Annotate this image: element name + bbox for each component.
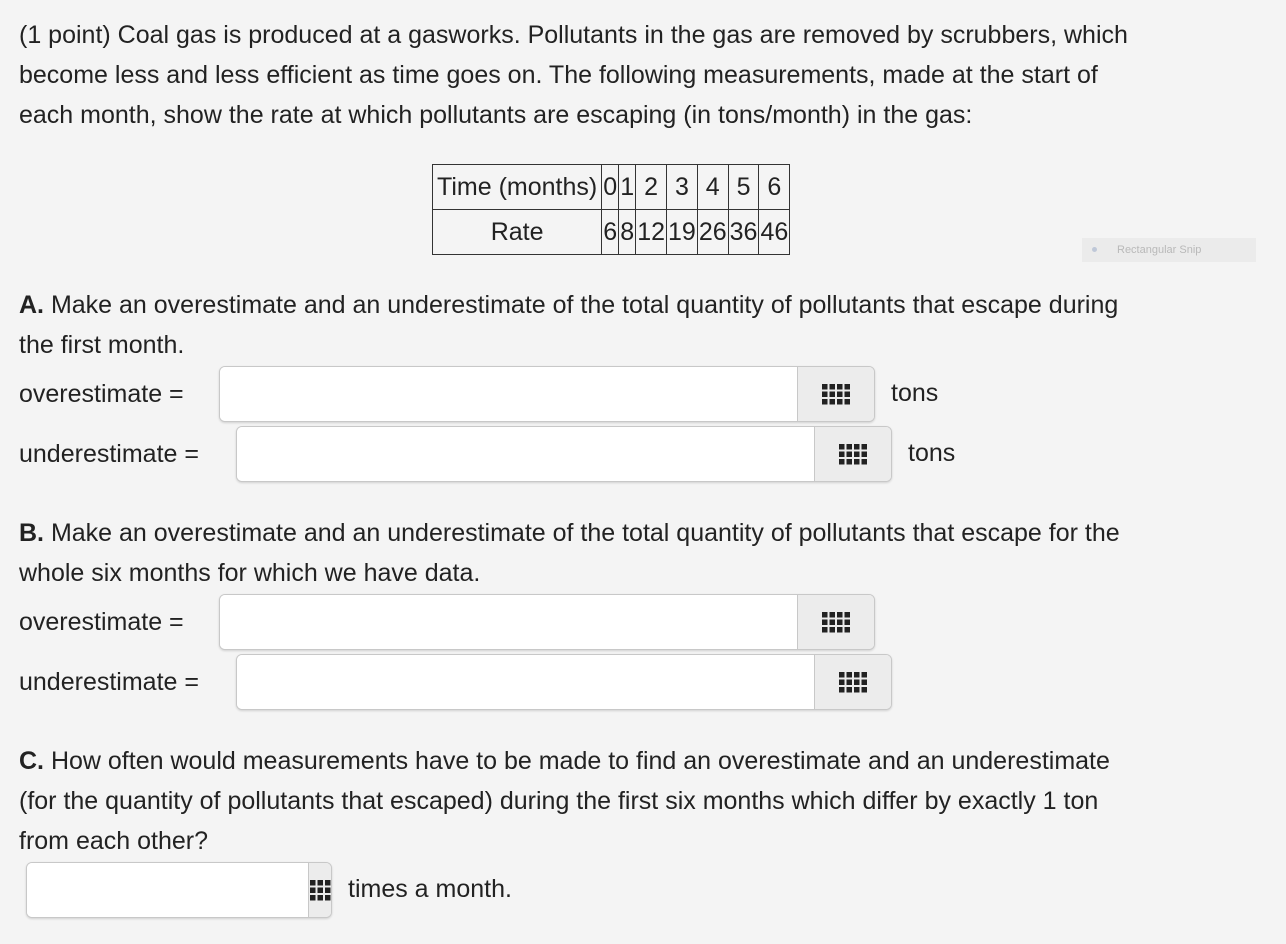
keypad-grid-icon [821, 611, 851, 633]
part-b-line-1: Make an overestimate and an underestimate of the total quantity of pollutants that escape for the [44, 519, 1120, 547]
part-a-question [19, 285, 1274, 365]
rate-cell: 12 [636, 210, 667, 255]
part-a-over-row [19, 364, 184, 424]
intro-line-1: (1 point) Coal gas is produced at a gasworks. Pollutants in the gas are removed by scrubbers, which [19, 21, 1128, 49]
rectangular-snip-overlay [1082, 238, 1256, 262]
part-b-line-2: whole six months for which we have data. [19, 559, 481, 587]
part-c-unit: times a month. [348, 875, 512, 903]
part-a-over-input[interactable] [220, 367, 797, 421]
time-cell: 4 [697, 165, 728, 210]
keypad-grid-icon [838, 671, 868, 693]
part-c-line-3: from each other? [19, 827, 208, 855]
part-b-letter: B. [19, 519, 44, 547]
time-cell: 5 [728, 165, 759, 210]
part-a-over-keypad-button[interactable] [797, 367, 874, 421]
keypad-grid-icon [309, 879, 332, 901]
part-b-over-input[interactable] [220, 595, 797, 649]
part-a-under-keypad-button[interactable] [814, 427, 891, 481]
part-b-under-keypad-button[interactable] [814, 655, 891, 709]
rate-cell: 26 [697, 210, 728, 255]
snip-dot-icon [1092, 247, 1097, 252]
part-c-line-1: How often would measurements have to be made to find an overestimate and an underestimate [44, 747, 1110, 775]
keypad-grid-icon [838, 443, 868, 465]
time-cell: 3 [667, 165, 698, 210]
part-c-question [19, 741, 1274, 861]
rate-cell: 19 [667, 210, 698, 255]
intro-line-2: become less and less efficient as time goes on. The following measurements, made at the start of [19, 61, 1098, 89]
part-a-over-label: overestimate = [19, 380, 184, 408]
part-a-line-1: Make an overestimate and an underestimate of the total quantity of pollutants that escape during [44, 291, 1119, 319]
part-b-over-label: overestimate = [19, 608, 184, 636]
time-cell: 0 [602, 165, 619, 210]
part-c-line-2: (for the quantity of pollutants that escaped) during the first six months which differ by exactly 1 ton [19, 787, 1099, 815]
time-row-header: Time (months) [433, 165, 602, 210]
part-b-under-label: underestimate = [19, 668, 199, 696]
part-a-under-label: underestimate = [19, 440, 199, 468]
time-cell: 1 [619, 165, 636, 210]
part-a-under-row [19, 424, 199, 484]
part-c-letter: C. [19, 747, 44, 775]
part-a-under-unit: tons [908, 439, 956, 467]
part-a-under-field [236, 426, 892, 482]
part-b-under-input[interactable] [237, 655, 814, 709]
rate-cell: 36 [728, 210, 759, 255]
part-a-over-field [219, 366, 875, 422]
part-a-line-2: the first month. [19, 331, 185, 359]
rate-row [433, 210, 790, 255]
part-b-under-field [236, 654, 892, 710]
snip-label: Rectangular Snip [1117, 244, 1202, 256]
problem-intro [19, 15, 1274, 135]
rate-row-header: Rate [433, 210, 602, 255]
rate-cell: 6 [602, 210, 619, 255]
part-b-question [19, 513, 1274, 593]
part-c-field [26, 862, 332, 918]
part-a-under-input[interactable] [237, 427, 814, 481]
time-cell: 6 [759, 165, 790, 210]
part-b-under-row [19, 652, 199, 712]
part-b-over-field [219, 594, 875, 650]
part-b-over-keypad-button[interactable] [797, 595, 874, 649]
measurement-table [432, 164, 790, 255]
part-c-input[interactable] [27, 863, 308, 917]
time-row [433, 165, 790, 210]
rate-cell: 46 [759, 210, 790, 255]
part-a-letter: A. [19, 291, 44, 319]
part-a-over-unit: tons [891, 379, 939, 407]
time-cell: 2 [636, 165, 667, 210]
keypad-grid-icon [821, 383, 851, 405]
part-b-over-row [19, 592, 184, 652]
rate-cell: 8 [619, 210, 636, 255]
intro-line-3: each month, show the rate at which pollutants are escaping (in tons/month) in the gas: [19, 101, 973, 129]
part-c-keypad-button[interactable] [308, 863, 332, 917]
